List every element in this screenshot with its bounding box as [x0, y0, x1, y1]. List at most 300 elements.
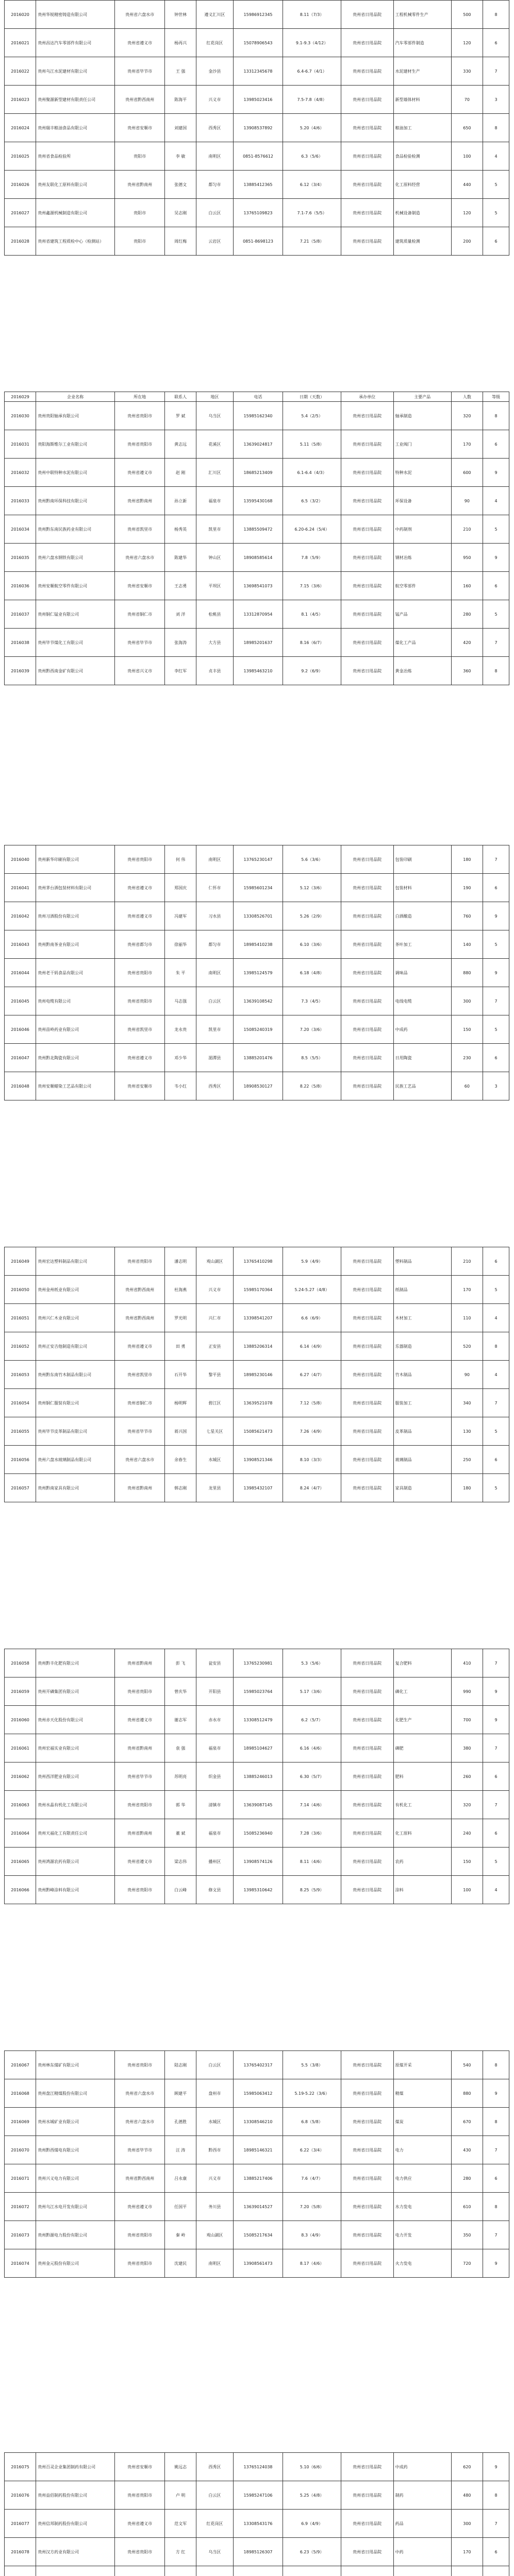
- table-cell: 钟世林: [165, 1, 196, 29]
- header-cell: 地区: [196, 392, 233, 402]
- table-cell: 贵州省日用品院: [341, 1677, 393, 1706]
- table-cell: 贵州省遵义市: [115, 2510, 165, 2538]
- table-cell: 贵州毕节皮革制品有限公司: [36, 1417, 115, 1446]
- table-cell: 贵州省都匀市: [115, 930, 165, 959]
- table-cell: 贵州省铜仁市: [115, 600, 165, 629]
- table-section: [0, 392, 514, 685]
- table-cell: 6.30（5/7）: [283, 1762, 341, 1791]
- table-row: [5, 1791, 509, 1819]
- table-cell: 贵州省日用品院: [341, 1791, 393, 1819]
- table-cell: 贵州省日用品院: [341, 657, 393, 685]
- table-cell: 2016078: [5, 2538, 36, 2566]
- table-cell: [36, 2566, 115, 2576]
- table-cell: 2016044: [5, 959, 36, 987]
- table-cell: 7: [483, 845, 509, 874]
- table-cell: 2016034: [5, 515, 36, 544]
- table-cell: 贵州水城矿业有限公司: [36, 2108, 115, 2136]
- table-cell: 2016048: [5, 1072, 36, 1100]
- table-cell: 塑料制品: [393, 1247, 451, 1276]
- table-cell: 贵州乌江水泥建材有限公司: [36, 57, 115, 86]
- table-cell: 贵州开磷集团有限公司: [36, 1677, 115, 1706]
- table-cell: 贵州省六盘水市: [115, 1, 165, 29]
- table-cell: 4: [483, 487, 509, 515]
- table-cell: 贵州省凯里市: [115, 1015, 165, 1044]
- table-cell: 8.1（4/5）: [283, 600, 341, 629]
- table-cell: 贵州省日用品院: [341, 2249, 393, 2278]
- table-cell: 5.4（2/5）: [283, 402, 341, 430]
- table-cell: 9: [483, 1706, 509, 1734]
- table-header-row: [5, 392, 509, 402]
- table-cell: 2016071: [5, 2164, 36, 2193]
- table-row: [5, 1332, 509, 1361]
- table-cell: 粮油加工: [393, 114, 451, 142]
- table-cell: 贵州省日用品院: [341, 845, 393, 874]
- table-cell: 贵州省日用品院: [341, 2051, 393, 2079]
- table-cell: 蒋兴国: [165, 1417, 196, 1446]
- table-cell: 煤炭: [393, 2108, 451, 2136]
- table-cell: 2016045: [5, 987, 36, 1015]
- table-row: [5, 1876, 509, 1904]
- table-cell: 7: [483, 987, 509, 1015]
- table-cell: 140: [451, 930, 483, 959]
- table-cell: 5.10（6/6）: [283, 2453, 341, 2481]
- table-cell: 贵州兴义电力有限公司: [36, 2164, 115, 2193]
- table-cell: 8: [483, 2193, 509, 2221]
- table-cell: 3: [483, 86, 509, 114]
- table-cell: 2016077: [5, 2510, 36, 2538]
- table-cell: 方 红: [165, 2538, 196, 2566]
- table-cell: 150: [451, 1848, 483, 1876]
- table-cell: 贵州黔南环保科技有限公司: [36, 487, 115, 515]
- table-cell: 贵州省遵义市: [115, 1848, 165, 1876]
- table-cell: 水城区: [196, 2108, 233, 2136]
- table-cell: 南明区: [196, 959, 233, 987]
- table-cell: 7.6（4/7）: [283, 2164, 341, 2193]
- table-cell: 120: [451, 29, 483, 57]
- table-cell: 王 强: [165, 57, 196, 86]
- table-cell: 贵州省贵阳市: [115, 2481, 165, 2510]
- table-cell: 贵州铜仁锰业有限公司: [36, 600, 115, 629]
- table-cell: 2016054: [5, 1389, 36, 1417]
- table-cell: 花溪区: [196, 430, 233, 459]
- table-row: [5, 930, 509, 959]
- table-cell: 13308526701: [233, 902, 283, 930]
- table-row: [5, 2481, 509, 2510]
- table-row: [5, 2051, 509, 2079]
- table-cell: 贵州省遵义市: [115, 902, 165, 930]
- table-cell: 调味品: [393, 959, 451, 987]
- table-cell: 韩志刚: [165, 1474, 196, 1502]
- table-cell: 2016051: [5, 1304, 36, 1332]
- table-cell: 张德文: [165, 171, 196, 199]
- table-cell: 白云峰: [165, 1876, 196, 1904]
- table-cell: 贵阳市: [115, 227, 165, 256]
- table-cell: 13595430168: [233, 487, 283, 515]
- table-cell: 2016059: [5, 1677, 36, 1706]
- table-cell: 余春生: [165, 1446, 196, 1474]
- table-row: [5, 2079, 509, 2108]
- registry-table: [4, 0, 509, 256]
- table-row: [5, 171, 509, 199]
- table-cell: 贵州省兴义市: [115, 657, 165, 685]
- table-cell: 贵州省日用品院: [341, 1276, 393, 1304]
- table-cell: 贵州省日用品院: [341, 227, 393, 256]
- table-cell: [5, 2566, 36, 2576]
- table-cell: 620: [451, 2453, 483, 2481]
- table-cell: 精煤: [393, 2079, 451, 2108]
- table-row: [5, 1649, 509, 1677]
- table-cell: [196, 2566, 233, 2576]
- table-cell: 白酒酿造: [393, 902, 451, 930]
- table-cell: 160: [451, 572, 483, 600]
- table-cell: 服装加工: [393, 1389, 451, 1417]
- table-cell: 9: [483, 2079, 509, 2108]
- table-cell: 7: [483, 1649, 509, 1677]
- table-cell: 贵州省六盘水市: [115, 544, 165, 572]
- table-cell: 2016028: [5, 227, 36, 256]
- table-cell: 贵州省遵义市: [115, 1044, 165, 1072]
- table-cell: 6.4-6.7（4/1）: [283, 57, 341, 86]
- table-cell: 李红军: [165, 657, 196, 685]
- table-cell: 7: [483, 629, 509, 657]
- table-cell: 范文军: [165, 2510, 196, 2538]
- table-cell: 贵州黔西煤电有限公司: [36, 2136, 115, 2164]
- table-cell: 贵州省贵阳市: [115, 430, 165, 459]
- table-cell: 15085236940: [233, 1819, 283, 1848]
- table-cell: 6.10（3/6）: [283, 930, 341, 959]
- table-row: [5, 29, 509, 57]
- header-cell: 电话: [233, 392, 283, 402]
- header-cell: 承办单位: [341, 392, 393, 402]
- table-cell: 碧江区: [196, 1389, 233, 1417]
- table-cell: 石开华: [165, 1361, 196, 1389]
- table-cell: 760: [451, 902, 483, 930]
- table-cell: 880: [451, 2079, 483, 2108]
- table-row: [5, 2510, 509, 2538]
- table-cell: 320: [451, 402, 483, 430]
- table-cell: 18985146321: [233, 2136, 283, 2164]
- table-cell: 吕永康: [165, 2164, 196, 2193]
- table-cell: 5.19-5.22（3/6）: [283, 2079, 341, 2108]
- table-row: [5, 199, 509, 227]
- table-cell: 贵阳市: [115, 199, 165, 227]
- table-cell: 贵州省日用品院: [341, 2193, 393, 2221]
- table-cell: 贵州省毕节市: [115, 57, 165, 86]
- table-cell: 贵州黔北陶瓷有限公司: [36, 1044, 115, 1072]
- table-cell: 2016038: [5, 629, 36, 657]
- table-row: [5, 1361, 509, 1389]
- table-cell: 13985310642: [233, 1876, 283, 1904]
- table-cell: 7: [483, 1389, 509, 1417]
- table-cell: 贵州省遵义市: [115, 2193, 165, 2221]
- table-cell: 2016055: [5, 1417, 36, 1446]
- table-cell: 13765109823: [233, 199, 283, 227]
- table-cell: 2016063: [5, 1791, 36, 1819]
- header-cell: 联系人: [165, 392, 196, 402]
- table-section: [0, 2050, 514, 2278]
- table-cell: 8: [483, 1, 509, 29]
- table-cell: 西秀区: [196, 2453, 233, 2481]
- table-cell: 化肥生产: [393, 1706, 451, 1734]
- table-row: [5, 959, 509, 987]
- table-cell: 西秀区: [196, 1072, 233, 1100]
- table-cell: 7.14（4/6）: [283, 1791, 341, 1819]
- table-cell: 贵州兴仁木业有限公司: [36, 1304, 115, 1332]
- table-cell: 贵州省日用品院: [341, 1015, 393, 1044]
- table-cell: 6: [483, 2538, 509, 2566]
- table-cell: 5: [483, 1417, 509, 1446]
- table-cell: 210: [451, 1247, 483, 1276]
- table-row: [5, 2249, 509, 2278]
- table-cell: 15985601234: [233, 874, 283, 902]
- table-cell: 贵州省黔南州: [115, 1819, 165, 1848]
- table-cell: 420: [451, 629, 483, 657]
- table-cell: 5.20（4/6）: [283, 114, 341, 142]
- table-cell: 冯建军: [165, 902, 196, 930]
- table-cell: 13985432107: [233, 1474, 283, 1502]
- table-row: [5, 2538, 509, 2566]
- table-cell: 2016052: [5, 1332, 36, 1361]
- table-cell: 贵州省毕节市: [115, 1417, 165, 1446]
- table-cell: 汪 涛: [165, 2136, 196, 2164]
- table-cell: 电力供应: [393, 2164, 451, 2193]
- table-cell: 13885412365: [233, 171, 283, 199]
- table-cell: 13765230981: [233, 1649, 283, 1677]
- table-cell: 播州区: [196, 1848, 233, 1876]
- table-cell: 织金县: [196, 1762, 233, 1791]
- table-cell: 170: [451, 430, 483, 459]
- table-cell: 兴义市: [196, 86, 233, 114]
- table-cell: 13985124579: [233, 959, 283, 987]
- table-cell: 13908561473: [233, 2249, 283, 2278]
- table-cell: 15986912345: [233, 1, 283, 29]
- table-cell: 13985023416: [233, 86, 283, 114]
- table-cell: 5.11（5/8）: [283, 430, 341, 459]
- table-cell: 8: [483, 2481, 509, 2510]
- table-cell: 18985230146: [233, 1361, 283, 1389]
- table-cell: 2016043: [5, 930, 36, 959]
- table-row: [5, 600, 509, 629]
- table-cell: 白云区: [196, 199, 233, 227]
- table-cell: 制药: [393, 2481, 451, 2510]
- table-cell: 新型墙体材料: [393, 86, 451, 114]
- table-cell: 2016076: [5, 2481, 36, 2510]
- table-row: [5, 227, 509, 256]
- table-cell: 中药: [393, 2538, 451, 2566]
- header-cell: 日期（天数）: [283, 392, 341, 402]
- table-cell: 13639108542: [233, 987, 283, 1015]
- table-cell: 贵州毕节煤化工有限公司: [36, 629, 115, 657]
- table-cell: 贵州省日用品院: [341, 1072, 393, 1100]
- table-cell: 8.25（5/9）: [283, 1876, 341, 1904]
- table-row: [5, 1706, 509, 1734]
- table-cell: 7.15（3/6）: [283, 572, 341, 600]
- table-cell: 陈建华: [165, 544, 196, 572]
- table-cell: 2016027: [5, 199, 36, 227]
- table-cell: 280: [451, 600, 483, 629]
- table-cell: 贵州省日用品院: [341, 1332, 393, 1361]
- table-cell: 南明区: [196, 2249, 233, 2278]
- table-cell: 贵州省黔西南州: [115, 2164, 165, 2193]
- table-cell: 红花岗区: [196, 2510, 233, 2538]
- table-cell: 13398541207: [233, 1304, 283, 1332]
- table-cell: 务川县: [196, 2193, 233, 2221]
- table-cell: 贵州信邦制药股份有限公司: [36, 2510, 115, 2538]
- table-cell: 6.9（4/9）: [283, 2510, 341, 2538]
- registry-table: [4, 845, 509, 1100]
- table-cell: 2016041: [5, 874, 36, 902]
- table-cell: 秦 岭: [165, 2221, 196, 2249]
- table-cell: 2016066: [5, 1876, 36, 1904]
- table-cell: 贵州水晶有机化工有限公司: [36, 1791, 115, 1819]
- table-cell: 孔德胜: [165, 2108, 196, 2136]
- table-row: [5, 1389, 509, 1417]
- table-cell: 贵州益佰制药股份有限公司: [36, 2481, 115, 2510]
- table-cell: 修文县: [196, 1876, 233, 1904]
- table-cell: 贵州省日用品院: [341, 1247, 393, 1276]
- table-cell: 贵州电缆有限公司: [36, 987, 115, 1015]
- table-cell: 包装印刷: [393, 845, 451, 874]
- table-cell: 15085621473: [233, 1417, 283, 1446]
- table-cell: 18985126307: [233, 2538, 283, 2566]
- table-cell: 3: [483, 1072, 509, 1100]
- table-cell: 7.5-7.8（4/8）: [283, 86, 341, 114]
- table-cell: 贵州贵阳轴承有限公司: [36, 402, 115, 430]
- table-cell: 兴义市: [196, 1276, 233, 1304]
- table-cell: 190: [451, 874, 483, 902]
- table-row: [5, 1446, 509, 1474]
- table-cell: 2016020: [5, 1, 36, 29]
- table-cell: 陈海平: [165, 86, 196, 114]
- table-cell: 贵州茅台酒包装材料有限公司: [36, 874, 115, 902]
- table-cell: 18685213409: [233, 459, 283, 487]
- table-cell: 贵州黔南家具有限公司: [36, 1474, 115, 1502]
- table-cell: 兴义市: [196, 2164, 233, 2193]
- table-cell: 2016049: [5, 1247, 36, 1276]
- table-cell: 贵州省日用品院: [341, 1361, 393, 1389]
- table-cell: 水力发电: [393, 2193, 451, 2221]
- table-cell: 何 伟: [165, 845, 196, 874]
- table-cell: 6.1-6.4（4/3）: [283, 459, 341, 487]
- table-cell: 贵州省贵阳市: [115, 1677, 165, 1706]
- table-cell: 郭 华: [165, 1791, 196, 1819]
- table-cell: 2016061: [5, 1734, 36, 1762]
- table-cell: 贵州省黔南州: [115, 1734, 165, 1762]
- table-cell: 赵 刚: [165, 459, 196, 487]
- table-cell: 贵州省遵义市: [115, 874, 165, 902]
- table-cell: 6.8（5/8）: [283, 2108, 341, 2136]
- table-cell: 赤水市: [196, 1706, 233, 1734]
- table-cell: 贵州省遵义市: [115, 1706, 165, 1734]
- table-cell: 都匀市: [196, 930, 233, 959]
- table-cell: 6: [483, 227, 509, 256]
- table-cell: 正安县: [196, 1332, 233, 1361]
- table-cell: 600: [451, 459, 483, 487]
- table-cell: 董 斌: [165, 1819, 196, 1848]
- table-cell: 170: [451, 2538, 483, 2566]
- table-row: [5, 2221, 509, 2249]
- table-cell: 2016065: [5, 1848, 36, 1876]
- table-cell: 磷化工: [393, 1677, 451, 1706]
- table-cell: 5.25（4/8）: [283, 2481, 341, 2510]
- table-section: [0, 845, 514, 1100]
- table-cell: 环保设备: [393, 487, 451, 515]
- table-row: [5, 2136, 509, 2164]
- table-row: [5, 572, 509, 600]
- table-row: [5, 2193, 509, 2221]
- table-cell: 贵州金元股份有限公司: [36, 2249, 115, 2278]
- table-cell: 180: [451, 845, 483, 874]
- table-cell: 6.12（3/4）: [283, 171, 341, 199]
- table-cell: 贵州省日用品院: [341, 1474, 393, 1502]
- table-cell: 6: [483, 874, 509, 902]
- table-cell: 2016035: [5, 544, 36, 572]
- table-cell: 6.23（5/9）: [283, 2538, 341, 2566]
- table-cell: 水城区: [196, 1446, 233, 1474]
- table-cell: 杨再兴: [165, 29, 196, 57]
- table-cell: 贵州省贵阳市: [115, 2249, 165, 2278]
- table-cell: 9.1-9.3（4/12）: [283, 29, 341, 57]
- table-cell: 贵州华锐精密铸造有限公司: [36, 1, 115, 29]
- table-cell: 贵州铜仁服装有限公司: [36, 1389, 115, 1417]
- table-cell: 13308512479: [233, 1706, 283, 1734]
- table-cell: 2016040: [5, 845, 36, 874]
- table-cell: 380: [451, 1734, 483, 1762]
- table-cell: 6: [483, 1247, 509, 1276]
- table-cell: 15085240319: [233, 1015, 283, 1044]
- table-cell: 13312345678: [233, 57, 283, 86]
- table-cell: 2016024: [5, 114, 36, 142]
- table-cell: 贵州苗岭药业有限公司: [36, 1015, 115, 1044]
- table-cell: 贵州中联特种水泥有限公司: [36, 459, 115, 487]
- table-cell: 梁志伟: [165, 1848, 196, 1876]
- table-cell: 5.5（3/8）: [283, 2051, 341, 2079]
- table-cell: 彭 飞: [165, 1649, 196, 1677]
- table-cell: 13985463210: [233, 657, 283, 685]
- table-cell: 6.3（5/6）: [283, 142, 341, 171]
- table-cell: 福泉市: [196, 487, 233, 515]
- table-cell: 贵州省日用品院: [341, 2108, 393, 2136]
- table-cell: 南明区: [196, 142, 233, 171]
- table-cell: 2016064: [5, 1819, 36, 1848]
- table-cell: 2016031: [5, 430, 36, 459]
- table-cell: 430: [451, 2136, 483, 2164]
- table-cell: 9: [483, 2453, 509, 2481]
- table-cell: 汇川区: [196, 459, 233, 487]
- table-cell: [341, 2566, 393, 2576]
- table-cell: 贵州安顺蜡染工艺品有限公司: [36, 1072, 115, 1100]
- table-cell: 6.20-6.24（5/4）: [283, 515, 341, 544]
- table-cell: 贵州黔南茶业有限公司: [36, 930, 115, 959]
- table-cell: 肥料: [393, 1762, 451, 1791]
- table-cell: 罗光明: [165, 1304, 196, 1332]
- table-cell: 贵州省日用品院: [341, 114, 393, 142]
- table-cell: 磷肥: [393, 1734, 451, 1762]
- table-cell: 南明区: [196, 845, 233, 874]
- table-cell: 药品: [393, 2510, 451, 2538]
- table-cell: 福泉市: [196, 1819, 233, 1848]
- table-cell: 水泥建材生产: [393, 57, 451, 86]
- table-cell: 化工原料: [393, 1819, 451, 1848]
- table-cell: 贵州新华印刷有限公司: [36, 845, 115, 874]
- table-cell: 贵州省贵阳市: [115, 2051, 165, 2079]
- table-cell: 6.22（3/4）: [283, 2136, 341, 2164]
- table-cell: 贵州昌达汽车零部件有限公司: [36, 29, 115, 57]
- table-cell: 70: [451, 86, 483, 114]
- table-cell: 120: [451, 199, 483, 227]
- table-cell: 100: [451, 142, 483, 171]
- table-cell: 贵州省日用品院: [341, 2221, 393, 2249]
